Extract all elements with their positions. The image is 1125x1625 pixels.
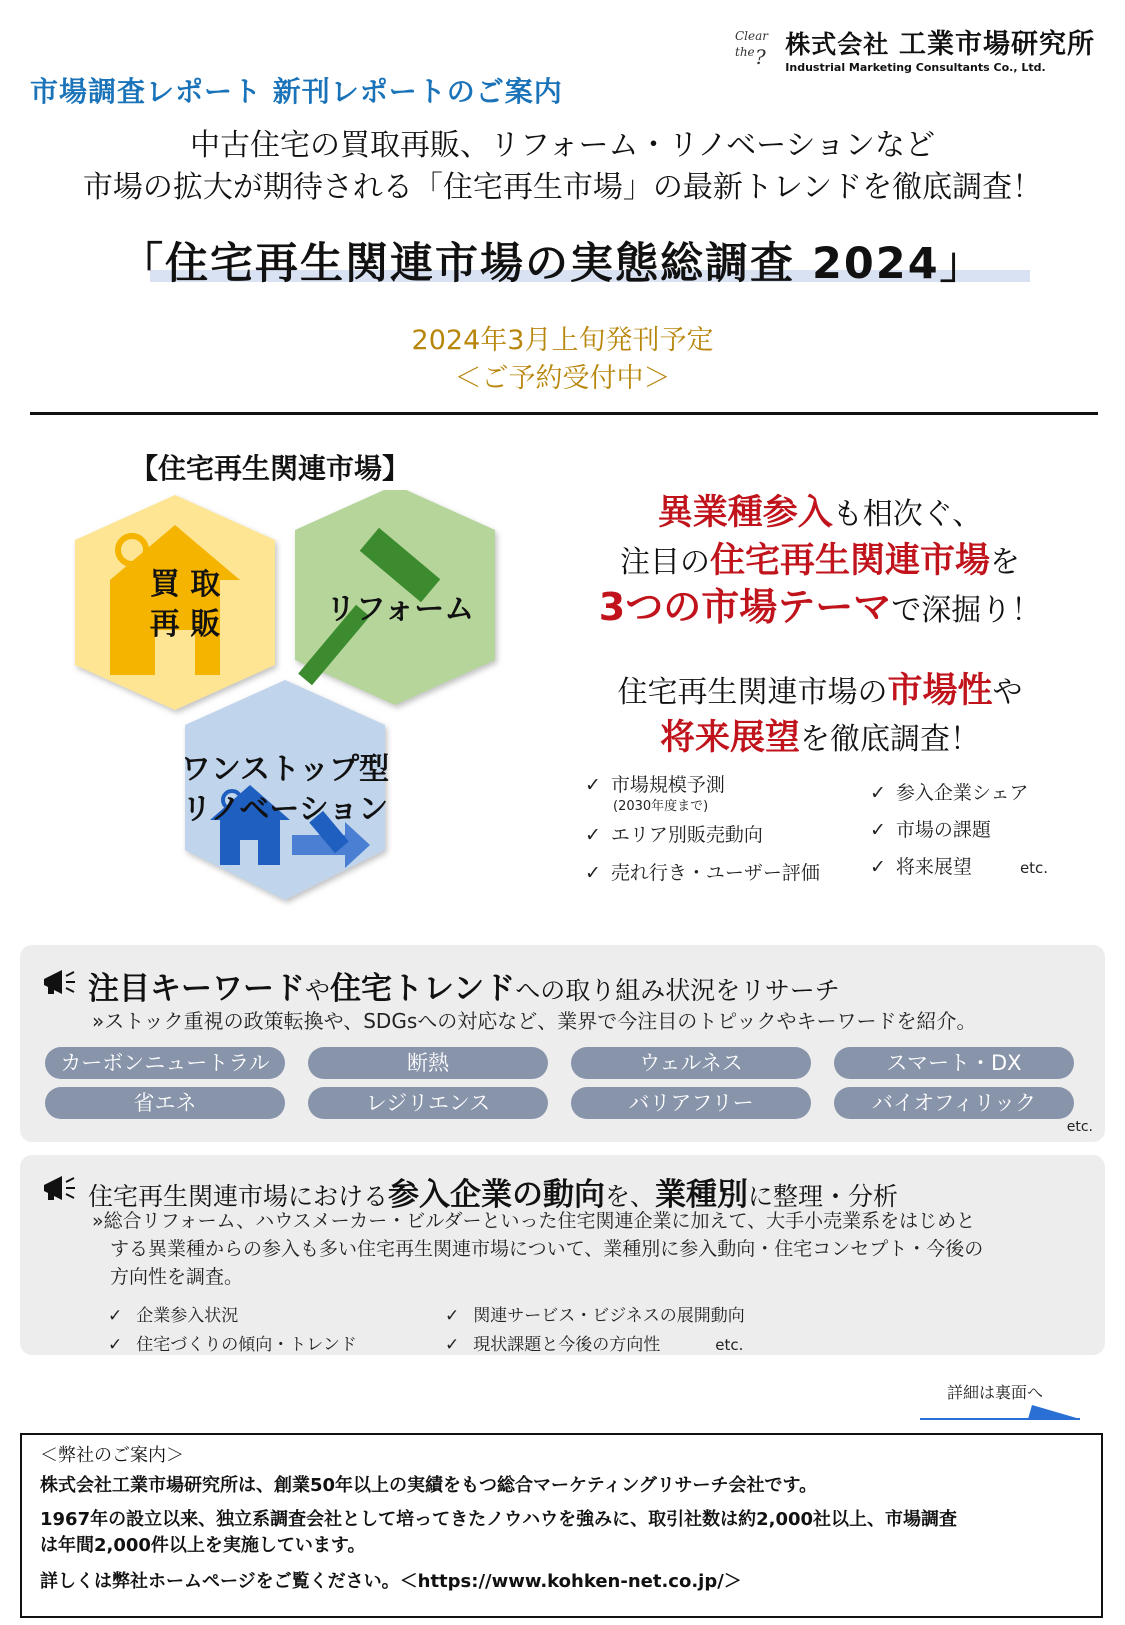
arrow-right-icon [920,1403,1080,1421]
company-info-line: は年間2,000件以上を実施しています。 [40,1535,366,1556]
renovation-label: ワンストップ型 リノベーション [180,752,390,827]
section-divider [30,412,1098,415]
market-section-label: 【住宅再生関連市場】 [130,452,411,485]
reservation-status: ＜ご予約受付中＞ [454,363,671,394]
svg-text:Clear: Clear [735,29,769,43]
header-title: 市場調査レポート 新刊レポートのご案内 [30,75,563,108]
keyword-pill: レジリエンス [308,1087,548,1119]
reform-label: リフォーム [325,592,475,627]
entry-check-item: ✓ 企業参入状況 [108,1306,239,1326]
entry-panel [20,1155,1105,1355]
company-logo [733,22,1095,74]
company-info-line: 株式会社工業市場研究所は、創業50年以上の実績をもつ総合マーケティングリサーチ会社です。 [40,1475,818,1496]
check-icon: ✓ [585,774,601,796]
detail-link-label: 詳細は裏面へ [946,1383,1043,1402]
check-icon: ✓ [870,856,886,878]
clear-the-question-logo-icon [733,26,777,70]
megaphone-icon [42,1173,78,1207]
company-info-line: 詳しくは弊社ホームページをご覧ください。＜https://www.kohken-net.co.jp/＞ [40,1571,742,1592]
check-item: ✓ エリア別販売動向 [585,824,763,846]
keyword-pill: バイオフィリック [834,1087,1074,1119]
entry-panel-description: »総合リフォーム、ハウスメーカー・ビルダーといった住宅関連企業に加えて、大手小売業系をはじめと する異業種からの参入も多い住宅再生関連市場について、業種別に参入動向・住宅コンセプト・今後の 方向性を調査。 [92,1210,984,1288]
detail-link[interactable] [920,1380,1070,1425]
svg-text:?: ? [755,45,766,69]
buy-resell-label: 買 取 再 販 [149,567,221,642]
check-note: (2030年度まで) [613,799,709,814]
company-name: 工業市場研究所 [899,29,1095,60]
check-item: ✓ 市場の課題 [870,819,991,841]
intro-line-1: 中古住宅の買取再販、リフォーム・リノベーションなど [190,128,935,163]
keyword-pill: ウェルネス [571,1047,811,1079]
report-title: 「住宅再生関連市場の実態総調査 2024」 [120,239,985,289]
keyword-pill: 省エネ [45,1087,285,1119]
check-icon: ✓ [585,824,601,846]
svg-text:the: the [735,45,755,59]
intro-line-2: 市場の拡大が期待される「住宅再生市場」の最新トレンドを徹底調査！ [82,170,1043,205]
pitch-line-5: 将来展望を徹底調査！ [659,718,980,758]
keyword-panel-description: »ストック重視の政策転換や、SDGsへの対応など、業界で今注目のトピックやキーワードを紹介。 [92,1009,977,1033]
keyword-etc: etc. [1066,1119,1093,1135]
company-info-line: 1967年の設立以来、独立系調査会社として培ってきたノウハウを強みに、取引社数は約2,000社以上、市場調査 [40,1509,958,1530]
keyword-panel-heading: 注目キーワードや住宅トレンドへの取り組み状況をリサーチ [88,971,840,1007]
keyword-panel [20,945,1105,1142]
pitch-line-2: 注目の住宅再生関連市場を [619,541,1020,581]
keyword-pill: バリアフリー [571,1087,811,1119]
entry-panel-heading: 住宅再生関連市場における参入企業の動向を、業種別に整理・分析 [88,1177,899,1213]
entry-check-item: ✓ 現状課題と今後の方向性 etc. [445,1335,744,1355]
pitch-line-1: 異業種参入も相次ぐ、 [657,493,983,533]
keyword-pill: スマート・DX [834,1047,1074,1079]
keyword-pill: カーボンニュートラル [45,1047,285,1079]
check-item: ✓ 売れ行き・ユーザー評価 [585,862,820,884]
publish-date: 2024年3月上旬発刊予定 [411,325,714,356]
pitch-line-3: 3つの市場テーマで深掘り！ [598,585,1042,629]
check-icon: ✓ [870,819,886,841]
entry-check-item: ✓ 住宅づくりの傾向・トレンド [108,1335,357,1355]
company-prefix: 株式会社 [785,30,890,59]
megaphone-icon [42,967,78,1001]
company-info-box [20,1433,1103,1618]
company-info-heading: ＜弊社のご案内＞ [40,1445,184,1466]
market-hexagons [70,490,510,930]
keyword-pill: 断熱 [308,1047,548,1079]
entry-check-item: ✓ 関連サービス・ビジネスの展開動向 [445,1306,745,1326]
check-item: ✓ 参入企業シェア [870,782,1029,804]
company-name-en: Industrial Marketing Consultants Co., Ltd. [785,61,1046,74]
check-icon: ✓ [870,782,886,804]
check-item: ✓ 将来展望 etc. [870,856,1049,878]
check-icon: ✓ [585,862,601,884]
pitch-line-4: 住宅再生関連市場の市場性や [617,671,1023,711]
check-item: ✓ 市場規模予測 [585,774,725,796]
